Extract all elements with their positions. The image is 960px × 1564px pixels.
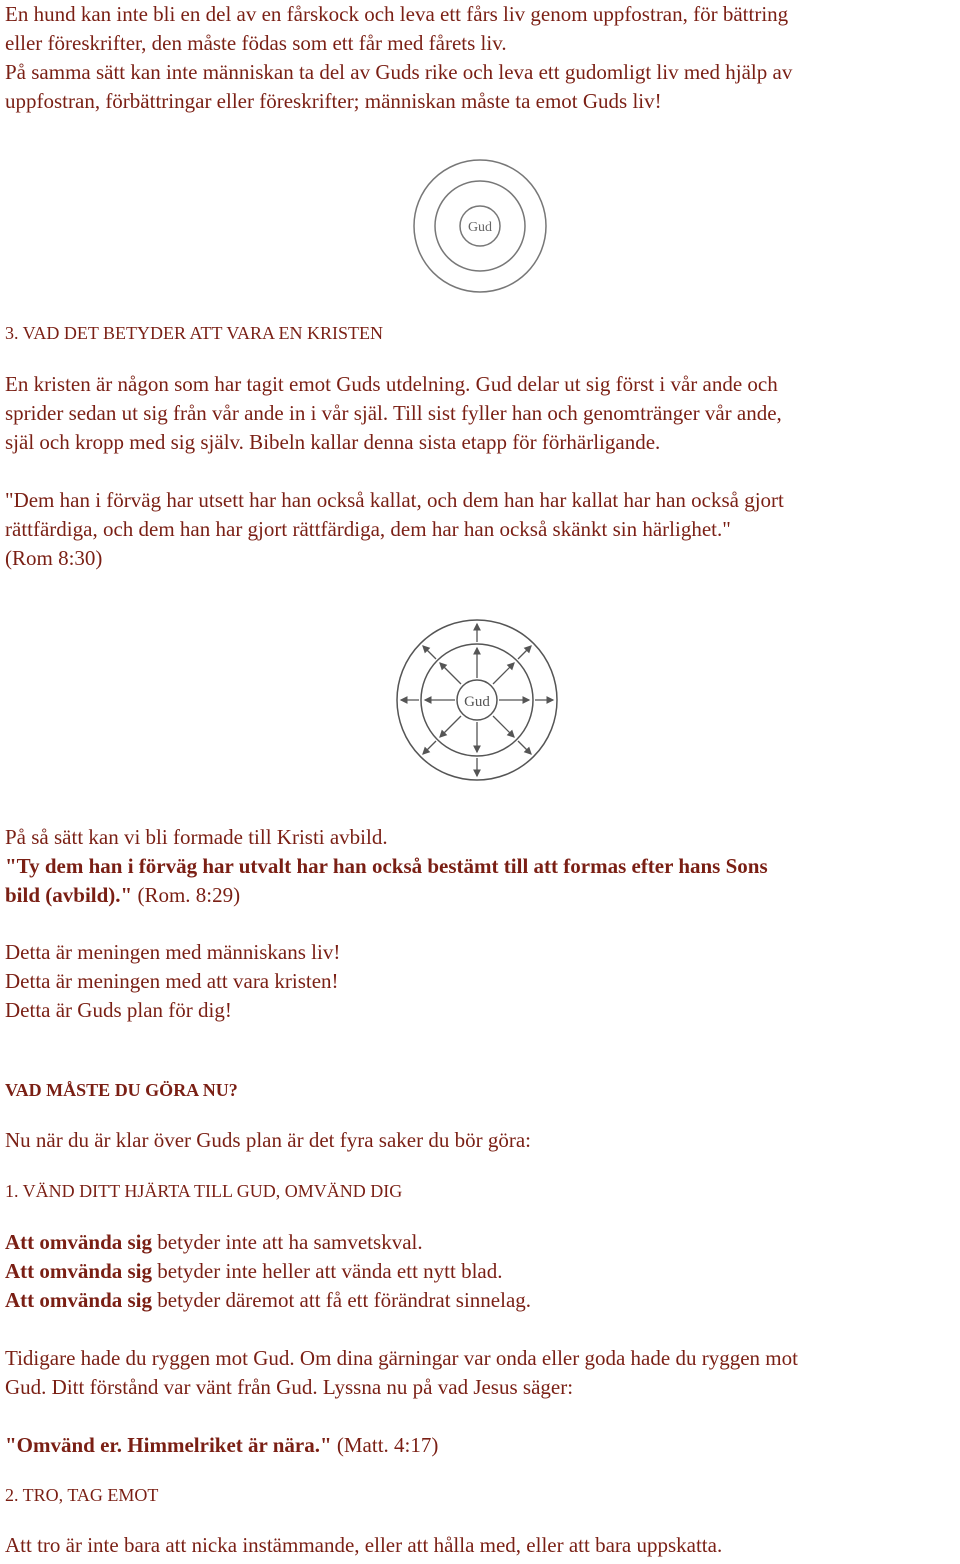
- step-1-heading: 1. VÄND DITT HJÄRTA TILL GUD, OMVÄND DIG: [5, 1181, 403, 1201]
- intro-line-4: uppfostran, förbättringar eller föreskrifter; människan måste ta emot Guds liv!: [5, 89, 662, 113]
- rom-830-quote-line-2: rättfärdiga, och dem han har gjort rättfärdiga, dem har han också skänkt sin härlighet.": [5, 517, 731, 541]
- repent-line-1-text: betyder inte att ha samvetskval.: [152, 1230, 423, 1254]
- repent-term: Att omvända sig: [5, 1230, 153, 1254]
- arrow: [423, 741, 436, 754]
- arrow: [493, 716, 514, 737]
- rom-830-reference: (Rom 8:30): [5, 546, 103, 570]
- repent-line-2: [5, 1257, 502, 1286]
- repent-line-3: [5, 1286, 531, 1315]
- repent-line-3-text: betyder däremot att få ett förändrat sinnelag.: [152, 1288, 532, 1312]
- radiating-circles-diagram: [392, 618, 562, 784]
- matt-417-quote: [5, 1431, 438, 1460]
- arrow: [518, 741, 531, 754]
- meaning-line-1: Detta är meningen med människans liv!: [5, 940, 341, 964]
- intro-line-2: eller föreskrifter, den måste födas som ett får med fårets liv.: [5, 31, 507, 55]
- image-line-1: På så sätt kan vi bli formade till Kristi avbild.: [5, 825, 388, 849]
- repent-term: Att omvända sig: [5, 1259, 153, 1283]
- meaning-line-2: Detta är meningen med att vara kristen!: [5, 969, 339, 993]
- step-2-line-1: Att tro är inte bara att nicka instämmande, eller att hålla med, eller att bara uppskatta.: [5, 1533, 723, 1557]
- rom-829-reference: (Rom. 8:29): [132, 883, 241, 907]
- step-2-heading: 2. TRO, TAG EMOT: [5, 1485, 159, 1505]
- repent-line-2-text: betyder inte heller att vända ett nytt blad.: [152, 1259, 503, 1283]
- diagram-1-label: Gud: [467, 220, 493, 235]
- diagram-2-label: Gud: [464, 694, 490, 710]
- rom-829-quote-end: bild (avbild).": [5, 883, 133, 907]
- repent-line-1: [5, 1228, 423, 1257]
- arrow: [440, 716, 461, 737]
- arrow: [493, 663, 514, 684]
- rom-830-quote-line-1: "Dem han i förväg har utsett har han också kallat, och dem han har kallat har han också gjort: [5, 488, 784, 512]
- matt-417-reference: (Matt. 4:17): [331, 1433, 439, 1457]
- section-3-heading: 3. VAD DET BETYDER ATT VARA EN KRISTEN: [5, 323, 384, 343]
- rom-829-quote-line-1: "Ty dem han i förväg har utvalt har han också bestämt till att formas efter hans Sons: [5, 854, 768, 878]
- section-3-para-line-3: själ och kropp med sig själv. Bibeln kallar denna sista etapp för förhärligande.: [5, 430, 661, 454]
- repent-term: Att omvända sig: [5, 1288, 153, 1312]
- section-3-para-line-2: sprider sedan ut sig från vår ande in i vår själ. Till sist fyller han och genomtränger vår ande,: [5, 401, 782, 425]
- intro-line-3: På samma sätt kan inte människan ta del av Guds rike och leva ett gudomligt liv med hjälp av: [5, 60, 793, 84]
- step-1-para-line-2: Gud. Ditt förstånd var vänt från Gud. Lyssna nu på vad Jesus säger:: [5, 1375, 574, 1399]
- arrow: [440, 663, 461, 684]
- matt-417-quote-text: "Omvänd er. Himmelriket är nära.": [5, 1433, 332, 1457]
- meaning-line-3: Detta är Guds plan för dig!: [5, 998, 232, 1022]
- step-1-para-line-1: Tidigare hade du ryggen mot Gud. Om dina gärningar var onda eller goda hade du ryggen mot: [5, 1346, 798, 1370]
- rom-829-quote-line-2: [5, 881, 240, 910]
- arrow: [518, 646, 531, 659]
- arrow: [423, 646, 436, 659]
- concentric-circles-diagram: [412, 158, 552, 294]
- what-now-intro: Nu när du är klar över Guds plan är det fyra saker du bör göra:: [5, 1128, 531, 1152]
- section-3-para-line-1: En kristen är någon som har tagit emot Guds utdelning. Gud delar ut sig först i vår ande och: [5, 372, 778, 396]
- intro-line-1: En hund kan inte bli en del av en fårskock och leva ett fårs liv genom uppfostran, för bättring: [5, 2, 789, 26]
- what-now-heading: VAD MÅSTE DU GÖRA NU?: [5, 1080, 238, 1100]
